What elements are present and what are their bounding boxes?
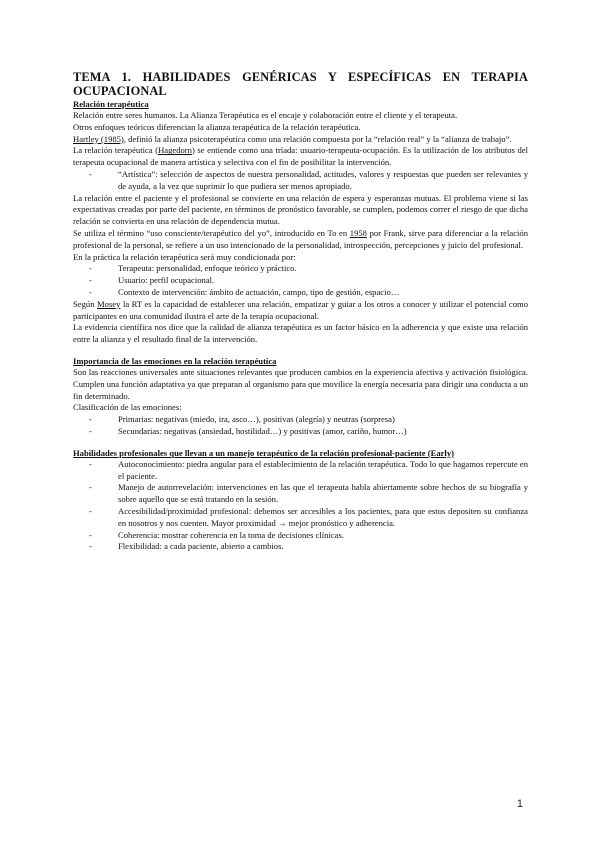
paragraph: Según Mosey la RT es la capacidad de establecer una relación, empatizar y guiar a los otros a conocer y utilizar el potencial como participantes en una comunidad ilustra el arte de la terapia ocupacional. xyxy=(73,298,528,321)
list-item: - Terapeuta: personalidad, enfoque teórico y práctico. xyxy=(89,263,297,274)
list-item: - Primarias: negativas (miedo, ira, asco…), positivas (alegría) y neutras (sorpresa) xyxy=(89,414,395,425)
list-item: - Contexto de intervención: ámbito de actuación, campo, tipo de gestión, espacio… xyxy=(89,286,400,297)
list-item: - Manejo de autorrevelación: intervenciones en las que el terapeuta habla abiertamente sobre hechos de su biografía y sobre aquello que se está tratando en la sesión. xyxy=(89,482,528,505)
author-citation: Hartley (1985) xyxy=(73,133,124,144)
author-citation: Hagedorn xyxy=(158,145,192,156)
bullet-list xyxy=(73,459,528,553)
page-title: TEMA 1. HABILIDADES GENÉRICAS Y ESPECÍFICAS EN TERAPIA OCUPACIONAL xyxy=(73,70,528,98)
section-heading-relacion: Relación terapéutica xyxy=(73,99,149,109)
list-item: - Usuario: perfil ocupacional. xyxy=(89,275,215,286)
paragraph: Se utiliza el término “uso consciente/terapéutico del yo”, introducido en To en 1958 por Frank, sirve para diferenciar a la relación profesional de la personal, se refiere a un uso intencionado de la personalidad, introspección, percepciones y juicio del profesional. xyxy=(73,227,528,250)
paragraph: Son las reacciones universales ante situaciones relevantes que producen cambios en la experiencia afectiva y activación fisiológica. Cumplen una función adaptativa ya que preparan al organismo para que movilice la energía necesaria para dirigir una conducta a un fin determinado. xyxy=(73,366,528,401)
list-item: - Coherencia: mostrar coherencia en la toma de decisiones clínicas. xyxy=(89,529,344,540)
list-item: - Flexibilidad: a cada paciente, abierto a cambios. xyxy=(89,541,284,552)
list-item: - Accesibilidad/proximidad profesional: debemos ser accesibles a los pacientes, para que estos depositen su confianza en nosotros y nos cuenten. Mayor proximidad → mejor pronóstico y adherencia. xyxy=(89,505,528,528)
document-page xyxy=(73,70,528,553)
author-citation: Mosey xyxy=(97,298,121,309)
list-item: - Autoconocimiento: piedra angular para el establecimiento de la relación terapéutica. Todo lo que hagamos repercute en el paciente. xyxy=(89,458,528,481)
paragraph: Relación entre seres humanos. La Alianza Terapéutica es el encaje y colaboración entre el cliente y el terapeuta. xyxy=(73,110,458,120)
paragraph: En la práctica la relación terapéutica será muy condicionada por: xyxy=(73,251,296,262)
list-item: - Secundarias: negativas (ansiedad, hostilidad…) y positivas (amor, cariño, humor…) xyxy=(89,425,407,436)
paragraph: La relación entre el paciente y el profesional se convierte en una relación de espera y esperanzas mutuas. El problema viene si las expectativas creadas por parte del paciente, en términos de pronóstico favorable, se cumplen, podemos correr el riesgo de que dicha relación se convierta en una relación de dependencia mutua. xyxy=(73,192,528,227)
section-heading-habilidades: Habilidades profesionales que llevan a un manejo terapéutico de la relación profesional-paciente (Early) xyxy=(73,447,454,458)
year-citation: 1958 xyxy=(349,227,367,238)
paragraph: Hartley (1985), definió la alianza psicoterapéutica como una relación compuesta por la “relación real” y la “alianza de trabajo”. xyxy=(73,133,512,144)
bullet-list xyxy=(73,414,528,438)
bullet-list xyxy=(73,169,528,193)
paragraph: Clasificación de las emociones: xyxy=(73,402,182,413)
section-heading-emociones: Importancia de las emociones en la relación terapéutica xyxy=(73,355,277,366)
list-item: - “Artística”: selección de aspectos de nuestra personalidad, actitudes, valores y respuestas que pueden ser relevantes y de ayuda, a la vez que suprimir lo que pudiera ser menos apropiado. xyxy=(89,168,528,191)
paragraph: Otros enfoques teóricos diferencian la alianza terapéutica de la relación terapéutica. xyxy=(73,121,361,132)
paragraph: La evidencia científica nos dice que la calidad de alianza terapéutica es un factor básico en la adherencia y que existe una relación entre la alianza y el resultado final de la intervención. xyxy=(73,322,528,345)
page-number: 1 xyxy=(516,798,523,810)
bullet-list xyxy=(73,263,528,298)
paragraph: La relación terapéutica (Hagedorn) se entiende como una tríada: usuario-terapeuta-ocupación. Es la utilización de los atributos del terapeuta ocupacional de manera artística y selectiva con el fin de posibilitar la intervención. xyxy=(73,145,528,168)
